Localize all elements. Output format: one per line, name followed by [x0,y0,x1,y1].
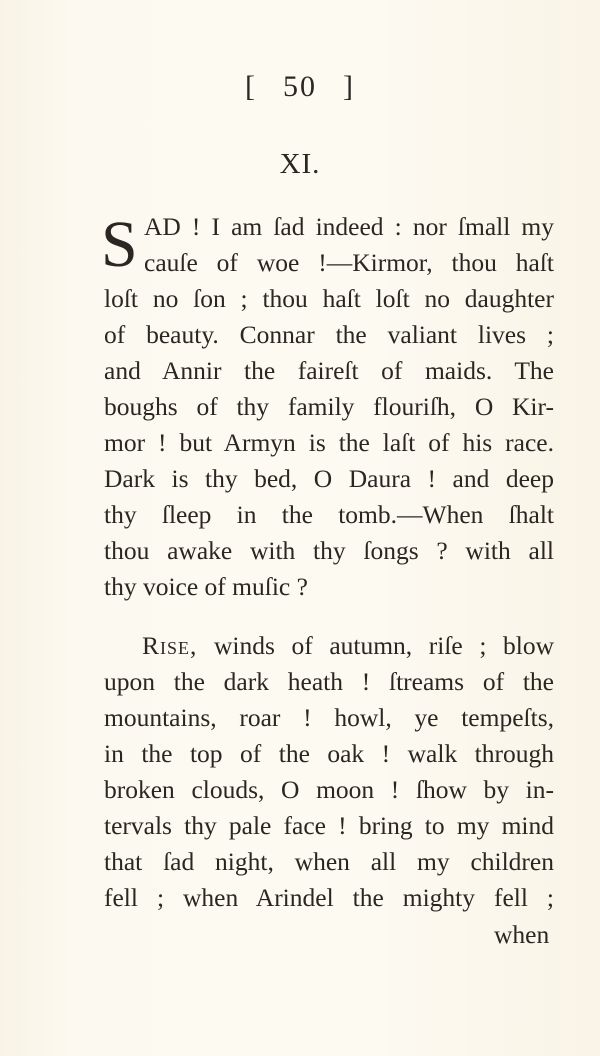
catchword: when [494,920,550,949]
text-line: thy voice of muſic ? [104,572,308,601]
text-line: cauſe of woe !—Kirmor, thou haſt [144,248,554,277]
close-bracket: ] [343,70,355,103]
text-line-rest: winds of autumn, riſe ; blow [197,631,554,660]
text-line: upon the dark heath ! ſtreams of the [104,667,554,696]
text-line: thy ſleep in the tomb.—When ſhalt [104,500,554,529]
text-line: broken clouds, O moon ! ſhow by in- [104,775,554,804]
text-line: fell ; when Arindel the mighty fell ; [104,883,554,912]
text-line: mountains, roar ! howl, ye tempeſts, [104,703,554,732]
open-bracket: [ [245,70,257,103]
text-line: tervals thy pale face ! bring to my mind [104,811,554,840]
text-line: boughs of thy family flouriſh, O Kir- [104,392,554,421]
page-header [0,70,600,104]
drop-cap: S [101,208,138,281]
text-line: in the top of the oak ! walk through [104,739,554,768]
text-line: AD ! I am ſad indeed : nor ſmall my [144,212,554,241]
text-line: of beauty. Connar the valiant lives ; [104,320,554,349]
text-line: thou awake with thy ſongs ? with all [104,536,554,565]
opening-word: Rise, [142,631,198,660]
text-line: Dark is thy bed, O Daura ! and deep [104,464,554,493]
text-line: loſt no ſon ; thou haſt loſt no daughter [104,284,554,313]
text-line: mor ! but Armyn is the laſt of his race. [104,428,554,457]
text-line-first [142,629,554,663]
chapter-title: XI. [279,148,321,180]
text-line: and Annir the faireſt of maids. The [104,356,554,385]
text-line: that ſad night, when all my children [104,847,554,876]
page-number: 50 [283,70,317,103]
